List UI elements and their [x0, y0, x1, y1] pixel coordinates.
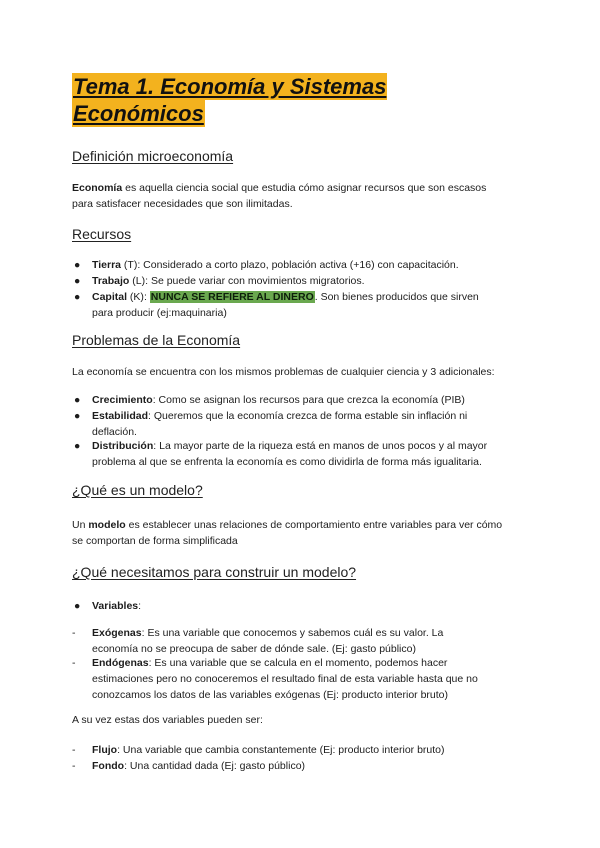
list-item-estabilidad: ● Estabilidad: Queremos que la economía crezca de forma estable sin inflación ni deflación.: [74, 410, 468, 438]
heading-que-es-modelo: ¿Qué es un modelo?: [72, 482, 203, 498]
bullet-icon: ●: [74, 410, 81, 422]
dash-item-fondo: - Fondo: Una cantidad dada (Ej: gasto público): [72, 760, 306, 772]
bullet-icon: ●: [74, 600, 81, 612]
list-item-trabajo: ● Trabajo (L): Se puede variar con movimientos migratorios.: [74, 275, 365, 287]
term-economia: Economía: [72, 182, 123, 194]
list-item-tierra: ● Tierra (T): Considerado a corto plazo, población activa (+16) con capacitación.: [74, 259, 459, 271]
dash-icon: -: [72, 627, 76, 639]
list-item-distribucion: ● Distribución: La mayor parte de la riqueza está en manos de unos pocos y al mayor problema al que se enfrenta la economía es como dividirla de forma más igualitaria.: [74, 440, 488, 468]
highlight-nunca-dinero: NUNCA SE REFIERE AL DINERO: [150, 291, 314, 303]
heading-microeconomia: Definición microeconomía: [72, 148, 234, 164]
dash-item-flujo: - Flujo: Una variable que cambia constantemente (Ej: producto interior bruto): [72, 744, 445, 756]
dash-icon: -: [72, 744, 76, 756]
page-title: [72, 73, 532, 127]
list-item-crecimiento: ● Crecimiento: Como se asignan los recursos para que crezca la economía (PIB): [74, 394, 465, 406]
bullet-icon: ●: [74, 259, 81, 271]
paragraph-economia: Economía es aquella ciencia social que estudia cómo asignar recursos que son escasos para satisfacer necesidades que son ilimitadas.: [72, 182, 487, 210]
bullet-icon: ●: [74, 394, 81, 406]
dash-item-exogenas: - Exógenas: Es una variable que conocemos y sabemos cuál es su valor. La economía no se preocupa de saber de dónde sale. (Ej: gasto público): [72, 627, 444, 655]
paragraph-modelo: Un modelo es establecer unas relaciones de comportamiento entre variables para ver cómo se comportan de forma simplificada: [72, 519, 503, 547]
title-line-2: Económicos: [73, 101, 204, 126]
dash-icon: -: [72, 760, 76, 772]
dash-item-endogenas: - Endógenas: Es una variable que se calcula en el momento, podemos hacer estimaciones pero no conoceremos el resultado final de esta variable hasta que no conozcamos los datos de las variables exógenas (Ej: producto interior bruto): [72, 657, 478, 701]
heading-recursos: Recursos: [72, 226, 132, 242]
list-item-capital: ● Capital (K): NUNCA SE REFIERE AL DINERO. Son bienes producidos que sirven para producir (ej:maquinaria): [74, 291, 479, 319]
bullet-icon: ●: [74, 440, 81, 452]
dash-icon: -: [72, 657, 76, 669]
heading-construir-modelo: ¿Qué necesitamos para construir un modelo?: [72, 564, 357, 580]
bullet-icon: ●: [74, 275, 81, 287]
paragraph-problemas-intro: La economía se encuentra con los mismos problemas de cualquier ciencia y 3 adicionales:: [72, 366, 495, 378]
title-line-1: Tema 1. Economía y Sistemas: [73, 74, 387, 99]
bullet-icon: ●: [74, 291, 81, 303]
term-modelo: modelo: [88, 519, 126, 531]
heading-problemas: Problemas de la Economía: [72, 332, 241, 348]
paragraph-tipos-intro: A su vez estas dos variables pueden ser:: [72, 714, 263, 726]
list-item-variables: ● Variables:: [74, 600, 142, 612]
